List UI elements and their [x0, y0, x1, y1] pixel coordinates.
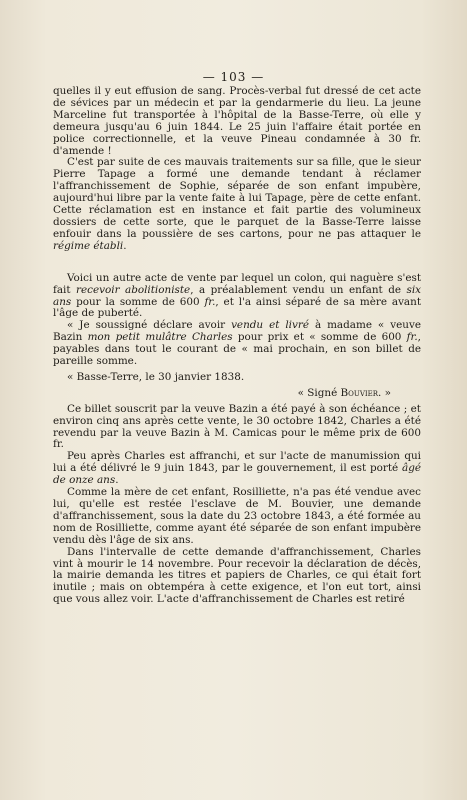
emphasis-regime: régime établi — [53, 239, 124, 252]
paragraph-5: Peu après Charles est affranchi, et sur l'acte de manumission qui lui a été délivré le 9 juin 1843, par le gouvernement, il est porté âgé de onze ans. — [53, 450, 421, 487]
paragraph-3: Voici un autre acte de vente par lequel un colon, qui naguère s'est fait recevoir abolitioniste, a préalablement vendu un enfant de six ans pour la somme de 600 fr., et l'a ainsi séparé de sa mère avant l'âge de puberté. — [53, 271, 421, 320]
dateline: « Basse-Terre, le 30 janvier 1838. — [67, 370, 245, 383]
signature: « Signé Bouvier. » — [297, 386, 391, 399]
paragraph-1: quelles il y eut effusion de sang. Procès-verbal fut dressé de cet acte de sévices par un médecin et par la gendarmerie du lieu. La jeune Marceline fut transportée à l'hôpital de la Basse-Terre, où elle y demeura jusqu'au 6 juin 1844. Le 25 juin l'affaire était portée en police correctionnelle, et la veuve Pineau condamnée à 30 fr. d'amende ! — [53, 85, 421, 157]
quoted-deed: « Je soussigné déclare avoir vendu et livré à madame « veuve Bazin mon petit mulâtre Charles pour prix et « somme de 600 fr., payables dans tout le courant de « mai prochain, en son billet de pareille somme. — [53, 319, 421, 368]
paragraph-4: Ce billet souscrit par la veuve Bazin a été payé à son échéance ; et environ cinq ans après cette vente, le 30 octobre 1842, Charles a été revendu par la veuve Bazin à M. Camicas pour le même prix de 600 fr. — [53, 402, 421, 451]
section-gap — [53, 253, 421, 273]
paragraph-7: Dans l'intervalle de cette demande d'affranchissement, Charles vint à mourir le 14 novembre. Pour recevoir la déclaration de décès, la mairie demanda les titres et papiers de Charles, ce qui était fort inutile ; mais on obtempéra à cette exigence, et l'on eut tort, ainsi que vous allez voir. L'acte d'affranchissement de Charles est retiré — [53, 545, 421, 606]
paragraph-2: C'est par suite de ces mauvais traitements sur sa fille, que le sieur Pierre Tapage a formé une demande tendant à réclamer l'affranchissement de Sophie, séparée de son enfant impubère, aujourd'hui libre par la vente faite à lui Tapage, père de cette enfant. Cette réclamation est en instance et fait partie des volumineux dossiers de cette sorte, que le parquet de la Basse-Terre laisse enfouir dans la poussière de ses cartons, pour ne pas attaquer le régime établi. — [53, 156, 421, 252]
page-number: — 103 — — [202, 70, 265, 84]
text-column — [53, 86, 421, 606]
paragraph-6: Comme la mère de cet enfant, Rosilliette, n'a pas été vendue avec lui, qu'elle est restée l'esclave de M. Bouvier, une demande d'affranchissement, sous la date du 23 octobre 1843, a été formée au nom de Rosilliette, comme ayant été séparée de son enfant impubère vendu dès l'âge de six ans. — [53, 486, 421, 546]
